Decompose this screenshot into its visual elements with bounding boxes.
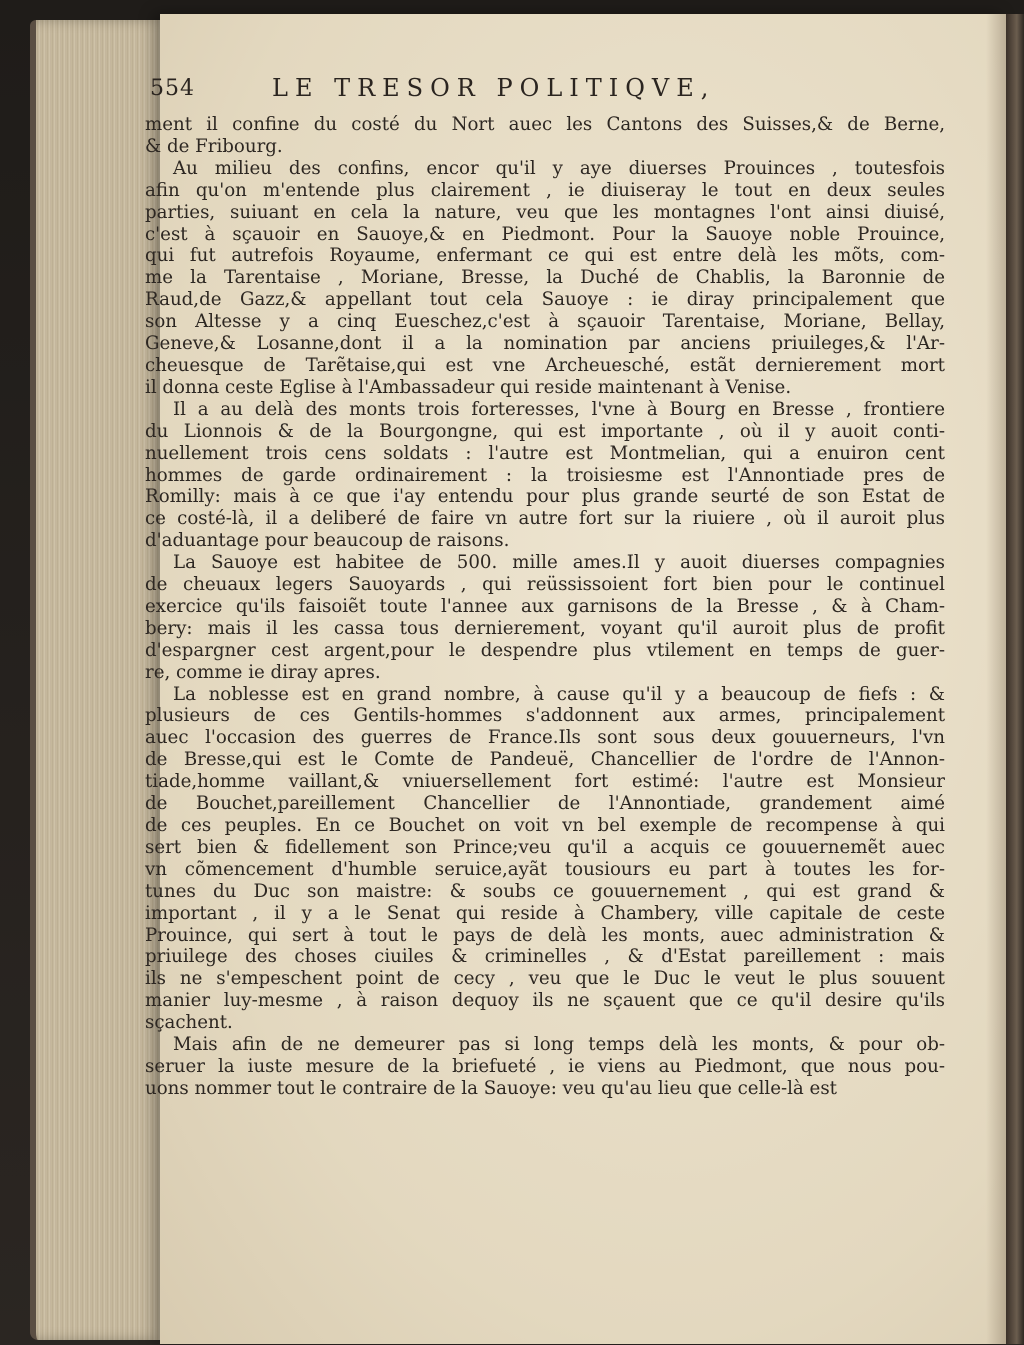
text-line: Romilly: mais à ce que i'ay entendu pour plus grande seurté de son Estat de bbox=[145, 486, 945, 508]
text-line: manier luy-mesme , à raison dequoy ils ne sçauent que ce qu'il desire qu'ils bbox=[145, 990, 945, 1012]
text-line: La noblesse est en grand nombre, à cause qu'il y a beaucoup de fiefs : & bbox=[173, 683, 945, 705]
running-title: LE TRESOR POLITIQVE, bbox=[272, 74, 716, 102]
text-line: Geneve,& Losanne,dont il a la nomination par anciens priuileges,& l'Ar- bbox=[145, 333, 945, 355]
text-line: de Bouchet,pareillement Chancellier de l'Annontiade, grandement aimé bbox=[145, 793, 945, 815]
text-line: afin qu'on m'entende plus clairement , ie diuiseray le tout en deux seules bbox=[145, 179, 945, 201]
text-line: hommes de garde ordinairement : la troisiesme est l'Annontiade pres de bbox=[145, 464, 945, 486]
text-line: tiade,homme vaillant,& vniuersellement fort estimé: l'autre est Monsieur bbox=[145, 771, 945, 793]
text-line: cheuesque de Tarẽtaise,qui est vne Archeuesché, estãt dernierement mort bbox=[145, 354, 945, 376]
text-line: La Sauoye est habitee de 500. mille ames.Il y auoit diuerses compagnies bbox=[173, 552, 945, 574]
text-line: qui fut autrefois Royaume, enfermant ce qui est entre delà les mõts, com- bbox=[145, 245, 945, 267]
text-line: tunes du Duc son maistre: & soubs ce gouuernement , qui est grand & bbox=[145, 880, 945, 902]
paragraph bbox=[145, 114, 945, 158]
text-line: priuilege des choses ciuiles & criminelles , & d'Estat pareillement : mais bbox=[145, 946, 945, 968]
paragraph bbox=[145, 158, 945, 399]
text-line: exercice qu'ils faisoiẽt toute l'annee aux garnisons de la Bresse , & à Cham- bbox=[145, 595, 945, 617]
text-line: Au milieu des confins, encor qu'il y aye diuerses Prouinces , toutesfois bbox=[173, 157, 945, 179]
text-line: bery: mais il les cassa tous dernierement, voyant qu'il auroit plus de profit bbox=[145, 617, 945, 639]
text-line: c'est à sçauoir en Sauoye,& en Piedmont. Pour la Sauoye noble Prouince, bbox=[145, 223, 945, 245]
text-line: important , il y a le Senat qui reside à Chambery, ville capitale de ceste bbox=[145, 902, 945, 924]
text-line: nuellement trois cens soldats : l'autre est Montmelian, qui a enuiron cent bbox=[145, 442, 945, 464]
text-line: & de Fribourg. bbox=[145, 135, 283, 157]
text-line: de ces peuples. En ce Bouchet on voit vn bel exemple de recompense à qui bbox=[145, 815, 945, 836]
text-line: sçachent. bbox=[145, 1012, 233, 1034]
page-gutter-shadow bbox=[986, 14, 1006, 1344]
text-line: seruer la iuste mesure de la briefueté , ie viens au Piedmont, que nous pou- bbox=[145, 1055, 945, 1077]
paragraph bbox=[145, 684, 945, 1035]
text-line: de Bresse,qui est le Comte de Pandeuë, Chancellier de l'ordre de l'Annon- bbox=[145, 749, 945, 771]
text-line: Prouince, qui sert à tout le pays de delà les monts, auec administration & bbox=[145, 924, 945, 946]
text-line: uons nommer tout le contraire de la Sauoye: veu qu'au lieu que celle-là est bbox=[145, 1077, 837, 1099]
text-line: ce costé-là, il a deliberé de faire vn autre fort sur la riuiere , où il auroit plus bbox=[145, 508, 945, 530]
text-line: il donna ceste Eglise à l'Ambassadeur qui reside maintenant à Venise. bbox=[145, 376, 792, 398]
paragraph bbox=[145, 399, 945, 552]
text-line: plusieurs de ces Gentils-hommes s'addonnent aux armes, principalement bbox=[145, 705, 945, 727]
text-line: re, comme ie diray apres. bbox=[145, 661, 381, 683]
page-number: 554 bbox=[150, 76, 195, 101]
text-line: parties, suiuant en cela la nature, veu que les montagnes l'ont ainsi diuisé, bbox=[145, 201, 945, 223]
text-line: sert bien & fidellement son Prince;veu qu'il a acquis ce gouuernemẽt auec bbox=[145, 836, 945, 858]
page-header bbox=[150, 76, 840, 116]
text-line: du Lionnois & de la Bourgongne, qui est importante , où il y auoit conti- bbox=[145, 420, 945, 442]
body-text bbox=[145, 114, 945, 1100]
text-line: ils ne s'empeschent point de cecy , veu que le Duc le veut le plus souuent bbox=[145, 968, 945, 990]
text-line: Raud,de Gazz,& appellant tout cela Sauoye : ie diray principalement que bbox=[145, 289, 945, 311]
text-line: Il a au delà des monts trois forteresses, l'vne à Bourg en Bresse , frontiere bbox=[173, 398, 945, 420]
text-line: de cheuaux legers Sauoyards , qui reüssissoient fort bien pour le continuel bbox=[145, 574, 945, 596]
text-line: d'aduantage pour beaucoup de raisons. bbox=[145, 530, 510, 552]
text-line: d'espargner cest argent,pour le despendre plus vtilement en temps de guer- bbox=[145, 639, 945, 661]
text-line: auec l'occasion des guerres de France.Ils sont sous deux gouuerneurs, l'vn bbox=[145, 727, 945, 749]
text-line: ment il confine du costé du Nort auec les Cantons des Suisses,& de Berne, bbox=[145, 114, 945, 135]
paragraph bbox=[145, 1034, 945, 1100]
text-line: me la Tarentaise , Moriane, Bresse, la Duché de Chablis, la Baronnie de bbox=[145, 267, 945, 289]
text-line: son Altesse y a cinq Eueschez,c'est à sçauoir Tarentaise, Moriane, Bellay, bbox=[145, 311, 945, 333]
facing-page-edge bbox=[1006, 14, 1024, 1344]
text-line: vn cõmencement d'humble seruice,ayãt tousiours eu part à toutes les for- bbox=[145, 858, 945, 880]
text-line: Mais afin de ne demeurer pas si long temps delà les monts, & pour ob- bbox=[173, 1034, 945, 1056]
paragraph bbox=[145, 552, 945, 683]
